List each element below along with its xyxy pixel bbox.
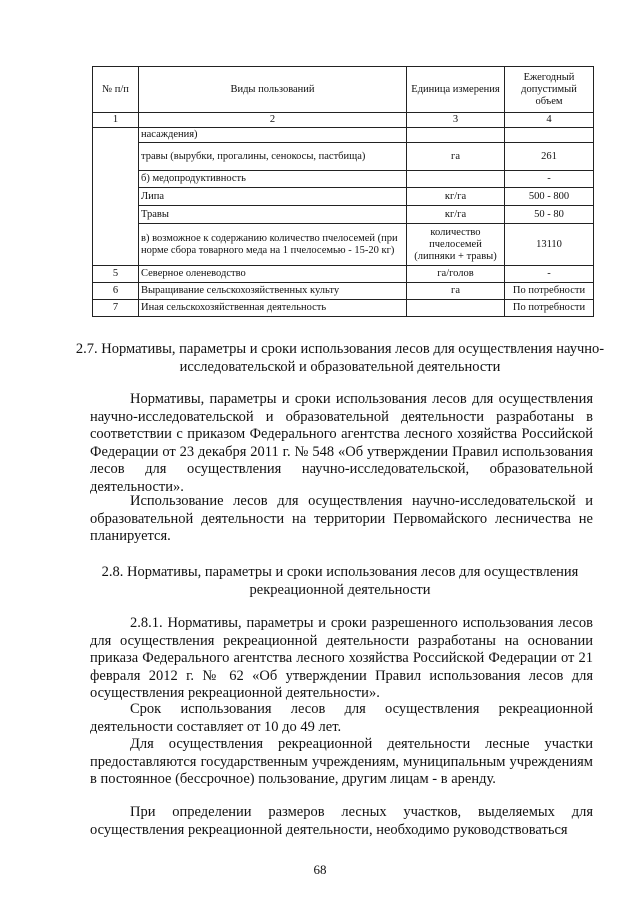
section-2-7-title: 2.7. Нормативы, параметры и сроки использования лесов для осуществления научно-исследовательской и образовательной деятельности xyxy=(75,341,605,375)
col-number-4: 4 xyxy=(505,113,594,128)
row-use-type: Иная сельскохозяйственная деятельность xyxy=(139,300,407,317)
header-unit: Единица измерения xyxy=(407,67,505,113)
row-number: 5 xyxy=(93,266,139,283)
row-volume: - xyxy=(505,266,594,283)
row-use-type: Липа xyxy=(139,188,407,206)
row-volume xyxy=(505,128,594,143)
section-2-8-paragraph-2: Срок использования лесов для осуществления рекреационной деятельности составляет от 10 до 49 лет. xyxy=(90,701,593,735)
row-volume: 261 xyxy=(505,143,594,171)
row-unit: кг/га xyxy=(407,206,505,224)
header-annual-volume: Ежегодный допустимый объем xyxy=(505,67,594,113)
col-number-3: 3 xyxy=(407,113,505,128)
row-number xyxy=(93,188,139,206)
row-number xyxy=(93,171,139,188)
row-use-type: б) медопродуктивность xyxy=(139,171,407,188)
row-number xyxy=(93,143,139,171)
row-use-type: в) возможное к содержанию количество пчелосемей (при норме сбора товарного меда на 1 пчелосемью - 15-20 кг) xyxy=(139,224,407,266)
row-volume: 13110 xyxy=(505,224,594,266)
row-unit xyxy=(407,300,505,317)
page-number: 68 xyxy=(313,862,327,877)
row-number xyxy=(93,128,139,143)
section-2-7-paragraph-1: Нормативы, параметры и сроки использования лесов для осуществления научно-исследовательской и образовательной деятельности разработаны в соответствии с приказом Федерального агентства лесного хозяйства Российской Федерации от 23 декабря 2011 г. № 548 «Об утверждении Правил использования лесов для осуществления научно-исследовательской, образовательной деятельности». xyxy=(90,391,593,495)
row-volume: По потребности xyxy=(505,283,594,300)
row-unit xyxy=(407,128,505,143)
header-number: № п/п xyxy=(93,67,139,113)
row-use-type: Выращивание сельскохозяйственных культу xyxy=(139,283,407,300)
table-header-row xyxy=(93,67,594,113)
table-row xyxy=(93,283,594,300)
row-unit xyxy=(407,171,505,188)
table-row xyxy=(93,128,594,143)
section-2-8-paragraph-3: Для осуществления рекреационной деятельности лесные участки предоставляются государственным учреждениям, муниципальным учреждениям в постоянное (бессрочное) пользование, другим лицам - в аренду. xyxy=(90,736,593,787)
forest-use-table xyxy=(92,66,594,317)
table-row xyxy=(93,300,594,317)
col-number-1: 1 xyxy=(93,113,139,128)
col-number-2: 2 xyxy=(139,113,407,128)
row-unit: га xyxy=(407,283,505,300)
header-use-type: Виды пользований xyxy=(139,67,407,113)
row-volume: - xyxy=(505,171,594,188)
section-2-7-paragraph-2: Использование лесов для осуществления научно-исследовательской и образовательной деятельности на территории Первомайского лесничества не планируется. xyxy=(90,493,593,544)
table-row xyxy=(93,171,594,188)
row-number: 6 xyxy=(93,283,139,300)
row-volume: 50 - 80 xyxy=(505,206,594,224)
section-2-8-title: 2.8. Нормативы, параметры и сроки использования лесов для осуществления рекреационной деятельности xyxy=(101,564,579,598)
table-row xyxy=(93,224,594,266)
row-volume: По потребности xyxy=(505,300,594,317)
table-row xyxy=(93,143,594,171)
row-unit: га xyxy=(407,143,505,171)
row-number xyxy=(93,206,139,224)
column-number-row xyxy=(93,113,594,128)
row-number xyxy=(93,224,139,266)
section-2-8-paragraph-1: 2.8.1. Нормативы, параметры и сроки разрешенного использования лесов для осуществления рекреационной деятельности разработаны на основании приказа Федерального агентства лесного хозяйства Российской Федерации от 21 февраля 2012 г. № 62 «Об утверждении Правил использования лесов для осуществления рекреационной деятельности». xyxy=(90,615,593,701)
row-use-type: Травы xyxy=(139,206,407,224)
section-2-8-paragraph-4: При определении размеров лесных участков, выделяемых для осуществления рекреационной деятельности, необходимо руководствоваться xyxy=(90,804,593,838)
row-use-type: травы (вырубки, прогалины, сенокосы, пастбища) xyxy=(139,143,407,171)
table-row xyxy=(93,266,594,283)
row-number: 7 xyxy=(93,300,139,317)
row-unit: кг/га xyxy=(407,188,505,206)
row-volume: 500 - 800 xyxy=(505,188,594,206)
row-use-type: Северное оленеводство xyxy=(139,266,407,283)
row-unit: количество пчелосемей (липняки + травы) xyxy=(407,224,505,266)
row-unit: га/голов xyxy=(407,266,505,283)
row-use-type: насаждения) xyxy=(139,128,407,143)
table-row xyxy=(93,206,594,224)
table-row xyxy=(93,188,594,206)
